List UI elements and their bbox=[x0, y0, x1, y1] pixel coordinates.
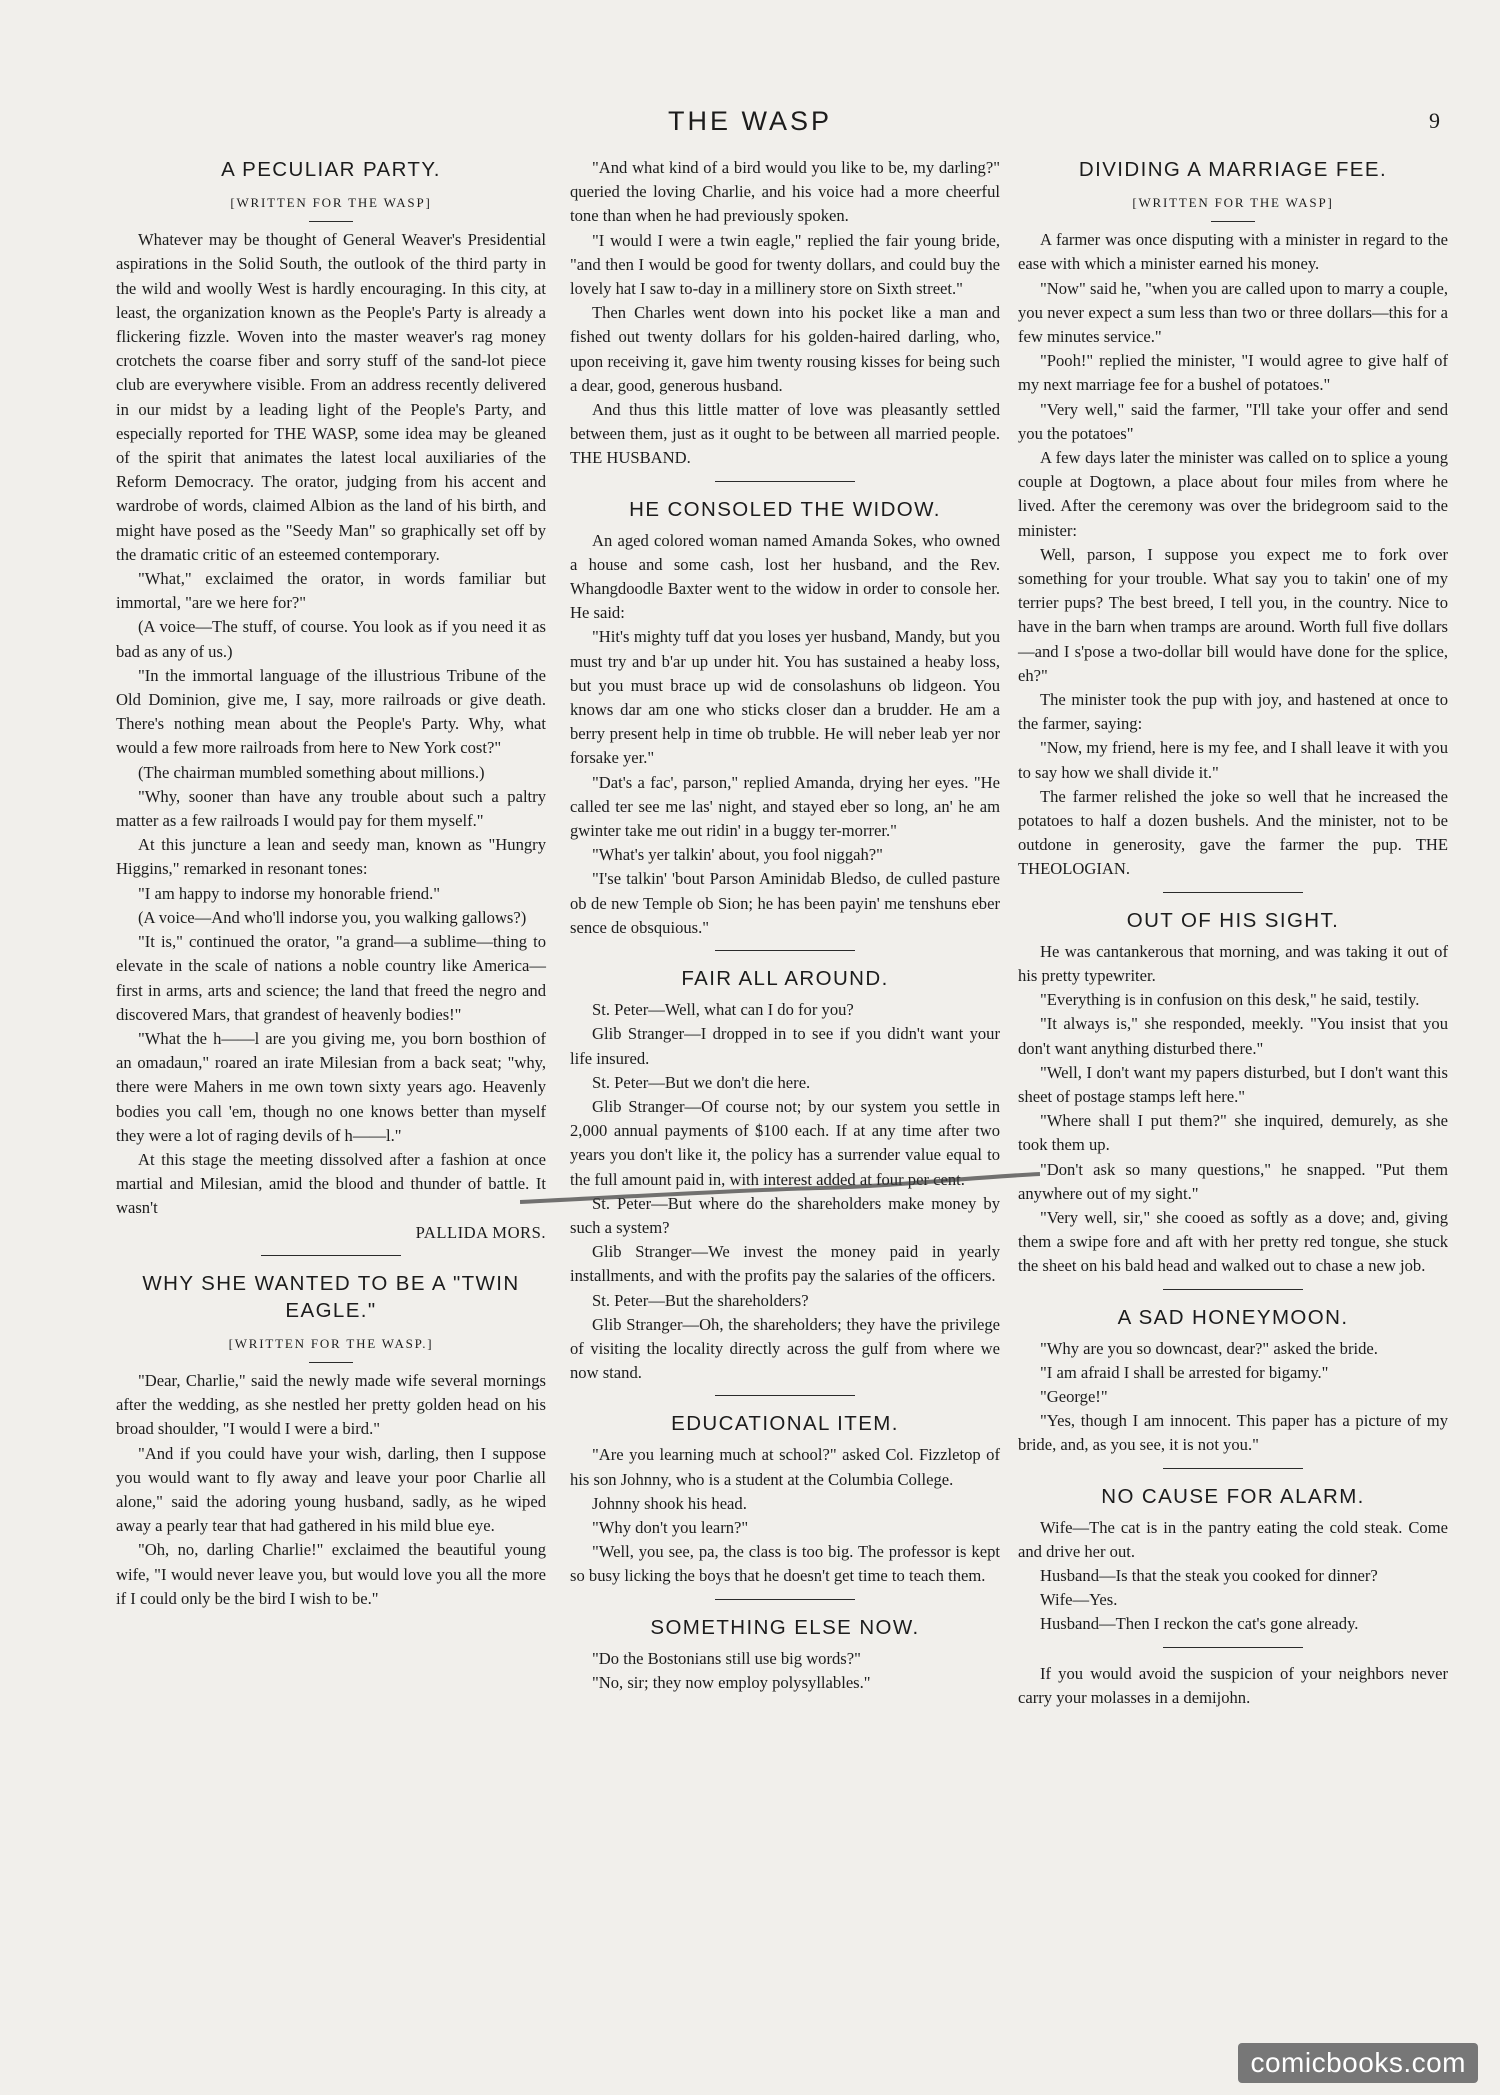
article-separator bbox=[1163, 892, 1303, 893]
article-headline: A PECULIAR PARTY. bbox=[221, 158, 441, 181]
article-separator bbox=[1163, 1647, 1303, 1648]
article-headline: OUT OF HIS SIGHT. bbox=[1126, 908, 1340, 932]
article-paragraph: Glib Stranger—I dropped in to see if you didn't want your life insured. bbox=[570, 1024, 1000, 1068]
article-headline: A SAD HONEYMOON. bbox=[1117, 1305, 1349, 1329]
article-paragraph: Well, parson, I suppose you expect me to fork over something for your trouble. What say you to takin' one of my terrier pups? The best breed, I tell you, in the country. Nice to have in the barn when tramps are around. Worth full five dollars—and I s'pose a two-dollar bill would have done for the splice, eh?" bbox=[1018, 544, 1448, 685]
article-paragraph: "And what kind of a bird would you like to be, my darling?" queried the loving Charlie, and his voice had a more cheerful tone than when he had previously spoken. bbox=[570, 158, 1000, 226]
article-paragraph: "George!" bbox=[1040, 1386, 1108, 1406]
article-paragraph: "Where shall I put them?" she inquired, demurely, as she took them up. bbox=[1018, 1111, 1448, 1155]
article-separator bbox=[715, 1395, 855, 1396]
article-paragraph: "It always is," she responded, meekly. "You insist that you don't want anything disturbed there." bbox=[1018, 1014, 1448, 1058]
article-paragraph: An aged colored woman named Amanda Sokes, who owned a house and some cash, lost her husband, and the Rev. Whangdoodle Baxter went to the widow in order to console her. He said: bbox=[570, 530, 1000, 623]
article-paragraph: Glib Stranger—We invest the money paid in yearly installments, and with the profits pay the salaries of the officers. bbox=[570, 1242, 1000, 1286]
article-paragraph: "Everything is in confusion on this desk," he said, testily. bbox=[1040, 990, 1420, 1010]
column-right bbox=[1018, 156, 1448, 1718]
article-paragraph: St. Peter—Well, what can I do for you? bbox=[592, 1000, 854, 1020]
article-paragraph: Then Charles went down into his pocket like a man and fished out twenty dollars for his golden-haired darling, who, upon receiving it, gave him twenty rousing kisses for being such a dear, good, generous husband. bbox=[570, 303, 1000, 395]
article-paragraph: "And if you could have your wish, darling, then I suppose you would want to fly away and leave your poor Charlie all alone," said the adoring young husband, sadly, as he wiped away a pearly tear that had gathered in his mild blue eye. bbox=[116, 1443, 546, 1536]
article-paragraph: Husband—Then I reckon the cat's gone already. bbox=[1040, 1614, 1359, 1634]
article-byline: [WRITTEN FOR THE WASP] bbox=[230, 195, 432, 210]
article-paragraph: "Pooh!" replied the minister, "I would agree to give half of my next marriage fee for a bushel of potatoes." bbox=[1018, 351, 1448, 395]
article-paragraph: "What the h——l are you giving me, you born bosthion of an omadaun," roared an irate Milesian from a back seat; "why, there were Mahers in me own town sixty years ago. Heavenly bodies you call 'em, though no one knows better than myself they were a lot of raging devils of h——l." bbox=[116, 1028, 546, 1145]
article-paragraph: A few days later the minister was called on to splice a young couple at Dogtown, a place about four miles from where he lived. After the ceremony was over the bridegroom said to the minister: bbox=[1018, 448, 1448, 540]
article-paragraph: "I'se talkin' 'bout Parson Aminidab Bledso, de culled pasture ob de new Temple ob Sion; he has been payin' me tenshuns eber sence de obsquious." bbox=[570, 869, 1000, 937]
article-paragraph: "Oh, no, darling Charlie!" exclaimed the beautiful young wife, "I would never leave you, but would love you all the more if I could only be the bird I wish to be." bbox=[116, 1540, 546, 1608]
article-paragraph: "Do the Bostonians still use big words?" bbox=[592, 1648, 861, 1668]
article-paragraph: (The chairman mumbled something about millions.) bbox=[138, 762, 485, 782]
article-paragraph: "What," exclaimed the orator, in words familiar but immortal, "are we here for?" bbox=[116, 569, 546, 613]
article-paragraph: A farmer was once disputing with a minister in regard to the ease with which a minister earned his money. bbox=[1018, 230, 1448, 274]
article-paragraph: "Dear, Charlie," said the newly made wife several mornings after the wedding, as she nestled her pretty golden head on his broad shoulder, "I would I were a bird." bbox=[116, 1370, 546, 1439]
article-paragraph: "Hit's mighty tuff dat you loses yer husband, Mandy, but you must try and b'ar up under hit. You has sustained a heaby loss, but you must brace up wid de consolashuns ob lidgeon. You knows dar am one who sticks closer dan a brudder. He am a berry present help in time ob trubble. He will neber leab yer nor forsake yer." bbox=[570, 627, 1000, 768]
article-paragraph: St. Peter—But the shareholders? bbox=[592, 1290, 809, 1310]
article-paragraph: "Don't ask so many questions," he snapped. "Put them anywhere out of my sight." bbox=[1018, 1159, 1448, 1203]
article-paragraph: "What's yer talkin' about, you fool niggah?" bbox=[592, 845, 883, 865]
article-paragraph: (A voice—And who'll indorse you, you walking gallows?) bbox=[138, 907, 527, 927]
article-byline: [WRITTEN FOR THE WASP.] bbox=[228, 1335, 434, 1351]
article-paragraph: At this stage the meeting dissolved after a fashion at once martial and Milesian, amid the blood and thunder of battle. It wasn't bbox=[116, 1149, 546, 1218]
article-headline: HE CONSOLED THE WIDOW. bbox=[629, 497, 941, 521]
article-headline: DIVIDING A MARRIAGE FEE. bbox=[1078, 158, 1388, 181]
article-paragraph: "Well, I don't want my papers disturbed, but I don't want this sheet of postage stamps left here." bbox=[1018, 1062, 1448, 1106]
article-paragraph: Whatever may be thought of General Weaver's Presidential aspirations in the Solid South, the outlook of the third party in the wild and woolly West is hardly encouraging. In this city, at least, the organization known as the People's Party is already a flickering fizzle. Woven into the master weaver's rag money crotchets the coarse fiber and sorry stuff of the sand-lot piece club are everywhere visible. From an address recently delivered in our midst by a leading light of the People's Party, and especially reported for THE WASP, some idea may be gleaned of the spirit that animates the latest local auxiliaries of the Reform Democracy. The orator, judging from his accent and wardrobe of words, claimed Albion as the land of his birth, and might have posed as the "Seedy Man" so graphically set off by the dramatic critic of an esteemed contemporary. bbox=[116, 230, 546, 564]
article-paragraph: "No, sir; they now employ polysyllables." bbox=[592, 1672, 871, 1692]
article-headline: SOMETHING ELSE NOW. bbox=[650, 1615, 920, 1639]
article-paragraph: "Very well," said the farmer, "I'll take your offer and send you the potatoes" bbox=[1018, 399, 1448, 443]
article-separator bbox=[715, 1599, 855, 1600]
article-separator bbox=[715, 950, 855, 951]
article-paragraph: St. Peter—But where do the shareholders make money by such a system? bbox=[570, 1193, 1000, 1237]
article-headline: WHY SHE WANTED TO BE A "TWIN EAGLE." bbox=[142, 1271, 520, 1322]
article bbox=[1018, 1304, 1448, 1458]
article bbox=[116, 156, 546, 1245]
article-paragraph: Glib Stranger—Oh, the shareholders; they have the privilege of visiting the locality directly across the gulf from where we now stand. bbox=[570, 1314, 1000, 1383]
article-paragraph: If you would avoid the suspicion of your neighbors never carry your molasses in a demijohn. bbox=[1018, 1663, 1448, 1707]
article-paragraph: "Are you learning much at school?" asked Col. Fizzletop of his son Johnny, who is a student at the Columbia College. bbox=[570, 1445, 1000, 1489]
article-paragraph: "Very well, sir," she cooed as softly as a dove; and, giving them a swipe fore and aft with her pretty red tongue, she stuck the sheet on his bald head and walked out to chase a new job. bbox=[1018, 1207, 1448, 1276]
article-paragraph: "I am afraid I shall be arrested for bigamy." bbox=[1040, 1362, 1329, 1382]
column-left bbox=[116, 156, 546, 1619]
article-paragraph: "Now" said he, "when you are called upon to marry a couple, you never expect a sum less than two or three dollars—this for a few minutes service." bbox=[1018, 278, 1448, 347]
article-paragraph: At this juncture a lean and seedy man, known as "Hungry Higgins," remarked in resonant tones: bbox=[116, 835, 546, 879]
article-headline: NO CAUSE FOR ALARM. bbox=[1101, 1484, 1365, 1508]
article-paragraph: Wife—Yes. bbox=[1040, 1590, 1118, 1610]
article-signature: PALLIDA MORS. bbox=[415, 1222, 546, 1242]
watermark: comicbooks.com bbox=[1238, 2043, 1478, 2083]
article-paragraph: "In the immortal language of the illustrious Tribune of the Old Dominion, give me, I say, more railroads or give death. There's nothing mean about the People's Party. Why, what would a few more railroads from here to New York cost?" bbox=[116, 665, 546, 758]
article-paragraph: The minister took the pup with joy, and hastened at once to the farmer, saying: bbox=[1018, 690, 1448, 734]
article-paragraph: "Why, sooner than have any trouble about such a paltry matter as a few railroads I would pay for them myself." bbox=[116, 786, 546, 831]
article-paragraph: "Now, my friend, here is my fee, and I shall leave it with you to say how we shall divide it." bbox=[1018, 738, 1448, 782]
page-tear-mark bbox=[520, 1172, 1040, 1212]
article bbox=[570, 496, 1000, 940]
article-paragraph: "Dat's a fac', parson," replied Amanda, drying her eyes. "He called ter see me las' night, and stayed eber so long, an' he am gwinter take me out ridin' in a buggy ter-morrer." bbox=[570, 772, 1000, 841]
headline-rule bbox=[1211, 221, 1255, 222]
article-separator bbox=[715, 481, 855, 482]
article-paragraph: "Well, you see, pa, the class is too big. The professor is kept so busy licking the boys that he doesn't get time to teach them. bbox=[570, 1542, 1000, 1586]
article-byline: [WRITTEN FOR THE WASP] bbox=[1132, 195, 1334, 210]
article-paragraph: "I would I were a twin eagle," replied the fair young bride, "and then I would be good for twenty dollars, and could buy the lovely hat I saw to-day in a millinery store on Sixth street." bbox=[570, 230, 1000, 299]
article-paragraph: He was cantankerous that morning, and was taking it out of his pretty typewriter. bbox=[1018, 941, 1448, 985]
page-title: THE WASP bbox=[667, 106, 832, 136]
article-separator bbox=[1163, 1468, 1303, 1469]
article-separator bbox=[261, 1255, 401, 1256]
headline-rule bbox=[309, 1362, 353, 1363]
article bbox=[1018, 907, 1448, 1279]
article-paragraph: The farmer relished the joke so well that he increased the potatoes to half a dozen bushels. And the minister, not to be outdone in generosity, gave the farmer the pup. THE THEOLOGIAN. bbox=[1018, 786, 1448, 879]
article-paragraph: And thus this little matter of love was pleasantly settled between them, just as it ought to be between all married people. THE HUSBAND. bbox=[570, 400, 1000, 468]
article-paragraph: Husband—Is that the steak you cooked for dinner? bbox=[1040, 1565, 1378, 1585]
page-number: 9 bbox=[1429, 108, 1440, 133]
article-headline: EDUCATIONAL ITEM. bbox=[671, 1412, 899, 1436]
article-paragraph: "Why don't you learn?" bbox=[592, 1517, 749, 1537]
article-paragraph: Wife—The cat is in the pantry eating the cold steak. Come and drive her out. bbox=[1018, 1517, 1448, 1561]
article-paragraph: "I am happy to indorse my honorable friend." bbox=[138, 883, 441, 903]
article-paragraph: St. Peter—But we don't die here. bbox=[592, 1072, 811, 1092]
article-headline: FAIR ALL AROUND. bbox=[681, 967, 889, 991]
headline-rule bbox=[309, 221, 353, 222]
article bbox=[116, 1270, 546, 1611]
article-paragraph: Glib Stranger—Of course not; by our system you settle in 2,000 annual payments of $100 each. If at any time after two years you don't like it, the policy has a surrender value equal to the full amount paid in, with interest added at four per cent. bbox=[570, 1096, 1000, 1189]
article-paragraph: "Why are you so downcast, dear?" asked the bride. bbox=[1040, 1338, 1378, 1358]
page-header bbox=[0, 106, 1500, 146]
article bbox=[570, 1614, 1000, 1695]
article bbox=[1018, 156, 1448, 882]
article bbox=[1018, 1662, 1448, 1710]
article-paragraph: "It is," continued the orator, "a grand—a sublime—thing to elevate in the scale of nations a noble country like America—first in arms, arts and science; the land that freed the negro and discovered Mars, that grandest of heavenly bodies!" bbox=[116, 932, 546, 1024]
article bbox=[570, 1410, 1000, 1588]
article bbox=[1018, 1483, 1448, 1637]
article-paragraph: "Yes, though I am innocent. This paper has a picture of my bride, and, as you see, it is not you." bbox=[1018, 1411, 1448, 1455]
article bbox=[570, 156, 1000, 471]
article-separator bbox=[1163, 1289, 1303, 1290]
article-paragraph: Johnny shook his head. bbox=[592, 1493, 747, 1513]
article-paragraph: (A voice—The stuff, of course. You look as if you need it as bad as any of us.) bbox=[116, 617, 546, 661]
column-middle bbox=[570, 156, 1000, 1703]
